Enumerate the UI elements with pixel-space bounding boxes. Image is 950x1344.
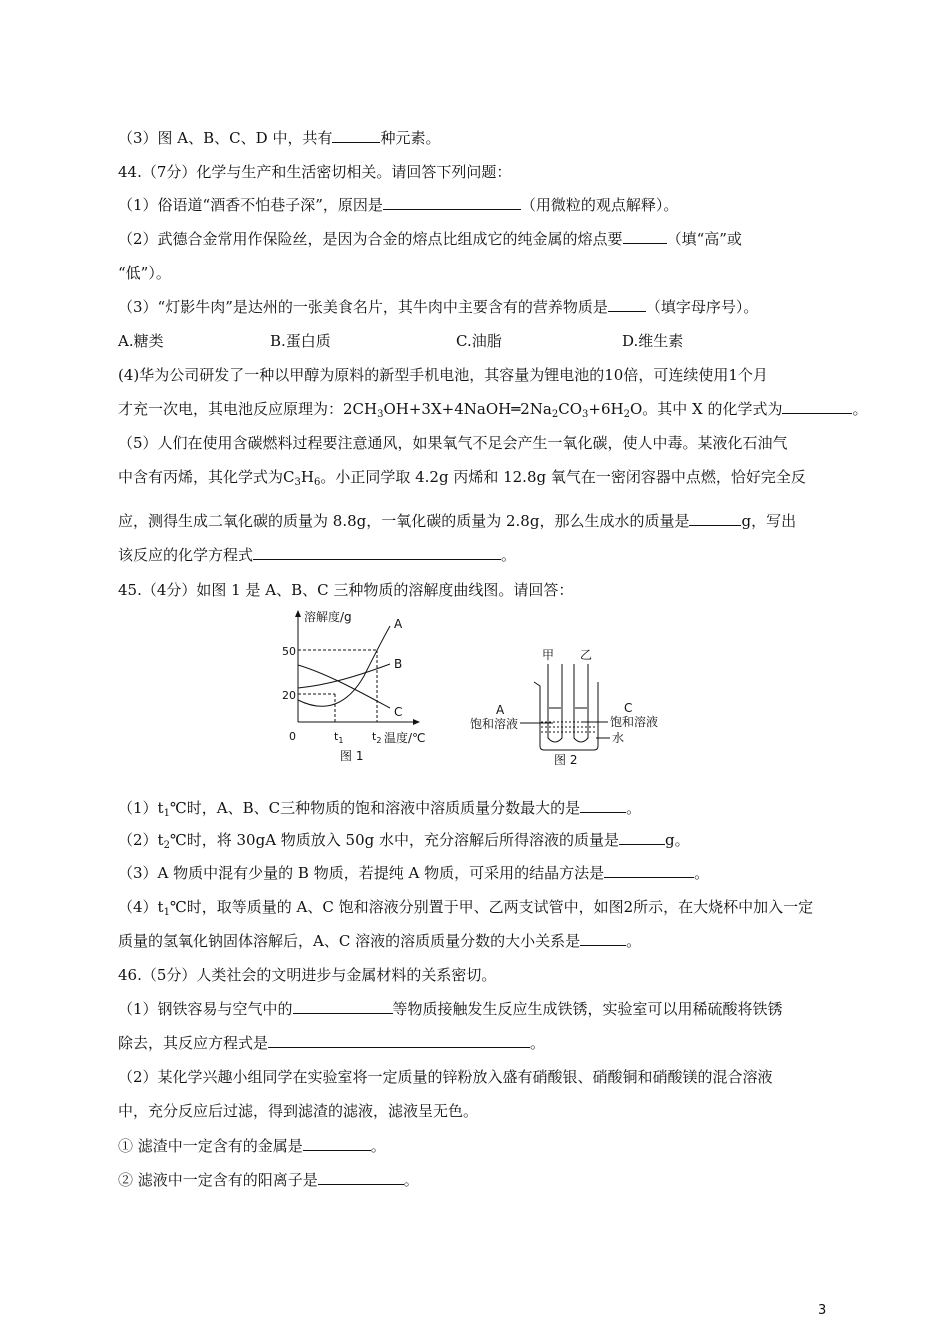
answer-blank[interactable] [253,545,501,560]
origin-label: 0 [289,730,296,743]
q46-part2: （2）某化学兴趣小组同学在实验室将一定质量的锌粉放入盛有硝酸银、硝酸铜和硝酸镁的混合溶液 [118,1068,773,1086]
option-d[interactable]: D.维生素 [622,332,684,350]
answer-blank[interactable] [332,128,380,143]
option-c[interactable]: C.油脂 [456,332,502,350]
q46-part2-cont: 中，充分反应后过滤，得到滤渣的滤液，滤液呈无色。 [118,1102,479,1120]
q44-part5: （5）人们在使用含碳燃料过程要注意通风，如果氧气不足会产生一氧化碳，使人中毒。某液化石油气 [118,434,788,452]
answer-blank[interactable] [318,1170,404,1185]
q44-part2-cont: “低”）。 [118,264,171,282]
y-tick-20: 20 [282,689,296,702]
answer-blank[interactable] [608,297,646,312]
x-axis-label: 温度/℃ [384,731,426,745]
q46-sub1: ① 滤渣中一定含有的金属是 。 [118,1137,386,1155]
q45-title: 45.（4分）如图 1 是 A、B、C 三种物质的溶解度曲线图。请回答： [118,581,574,599]
figure-2-beaker [468,642,708,770]
q44-part1: （1）俗语道“酒香不怕巷子深”，原因是 （用微粒的观点解释）。 [118,196,679,214]
y-tick-50: 50 [282,645,296,658]
label-c: C [624,701,633,715]
figure-1-caption: 图 1 [340,749,364,763]
curve-c-label: C [394,705,403,719]
y-axis-label: 溶解度/g [304,610,352,624]
answer-blank[interactable] [619,830,665,845]
water-label: 水 [612,731,625,745]
label-a: A [496,703,505,717]
q44-part3: （3）“灯影牛肉”是达州的一张美食名片，其牛肉中主要含有的营养物质是 （填字母序号）。 [118,298,759,316]
right-solution-label: 饱和溶液 [610,715,659,729]
answer-blank[interactable] [580,931,626,946]
q45-part2: $(2)t_2℃$时，将 30gA 物质放入 50g 水中，充分溶解后所得溶液的质量是 g。 [118,831,690,851]
answer-blank[interactable] [383,195,521,210]
left-solution-label: 饱和溶液 [470,717,519,731]
option-b[interactable]: B.蛋白质 [270,332,331,350]
tube-yi-label: 乙 [580,648,593,662]
q45-part3: （3）A 物质中混有少量的 B 物质，若提纯 A 物质，可采用的结晶方法是 。 [118,864,710,882]
q46-sub2: ② 滤液中一定含有的阳离子是 。 [118,1171,419,1189]
answer-blank[interactable] [604,863,694,878]
tube-jia-label: 甲 [542,648,555,662]
page-number: 3 [818,1303,827,1318]
q45-part4: $(4)t_1℃$时，取等质量的 A、C 饱和溶液分别置于甲、乙两支试管中，如图2所示，在大烧杯中加入一定 [118,898,814,918]
tube-yi [574,664,588,742]
tube-jia [548,664,562,742]
figure-2-caption: 图 2 [554,753,578,767]
answer-blank[interactable] [782,399,852,414]
figure-1-solubility-curves [278,608,448,768]
answer-blank[interactable] [268,1033,530,1048]
curve-a [298,626,390,706]
q45-part1: $(1)t_1℃$时，A、B、C三种物质的饱和溶液中溶质质量分数最大的是 。 [118,799,642,819]
option-a[interactable]: A.糖类 [118,332,164,350]
q44-title: 44.（7分）化学与生产和生活密切相关。请回答下列问题： [118,163,512,181]
q44-part4: (4)华为公司研发了一种以甲醇为原料的新型手机电池，其容量为锂电池的10倍，可连续使用1个月 [118,366,768,384]
q46-part1: （1）钢铁容易与空气中的 等物质接触发生反应生成铁锈，实验室可以用稀硫酸将铁锈 [118,1000,783,1018]
q46-title: 46.（5分）人类社会的文明进步与金属材料的关系密切。 [118,966,497,984]
q44-part5-cont2: 应，测得生成二氧化碳的质量为 8.8g，一氧化碳的质量为 2.8g，那么生成水的质量是 g，写出 [118,512,797,530]
x-tick-t1: $t_1$ [334,730,344,745]
q46-part1-cont: 除去，其反应方程式是 。 [118,1034,546,1052]
q45-part4-cont: 质量的氢氧化钠固体溶解后，A、C 溶液的溶质质量分数的大小关系是 。 [118,932,642,950]
answer-blank[interactable] [689,511,741,526]
curve-b-label: B [394,657,403,671]
q44-part4-cont: 才充一次电，其电池反应原理为：$2CH_3OH+3X+4NaOH═2Na_2CO_3+6H_2O$。其中 X 的化学式为 。 [118,400,868,420]
answer-blank[interactable] [623,229,667,244]
q44-part5-cont3: 该反应的化学方程式 。 [118,546,517,564]
q44-options [118,331,683,351]
q44-part5-cont1: 中含有丙烯，其化学式为$C_3H_6$。小正同学取 4.2g 丙烯和 12.8g 氧气在一密闭容器中点燃，恰好完全反 [118,468,806,488]
answer-blank[interactable] [303,1136,371,1151]
answer-blank[interactable] [580,798,626,813]
x-tick-t2: $t_2$ [372,730,382,745]
curve-a-label: A [394,617,403,631]
q43-part3: （3）图 A、B、C、D 中，共有 种元素。 [118,129,441,147]
q44-part2: （2）武德合金常用作保险丝，是因为合金的熔点比组成它的纯金属的熔点要 （填“高”或 [118,230,742,248]
answer-blank[interactable] [293,999,393,1014]
